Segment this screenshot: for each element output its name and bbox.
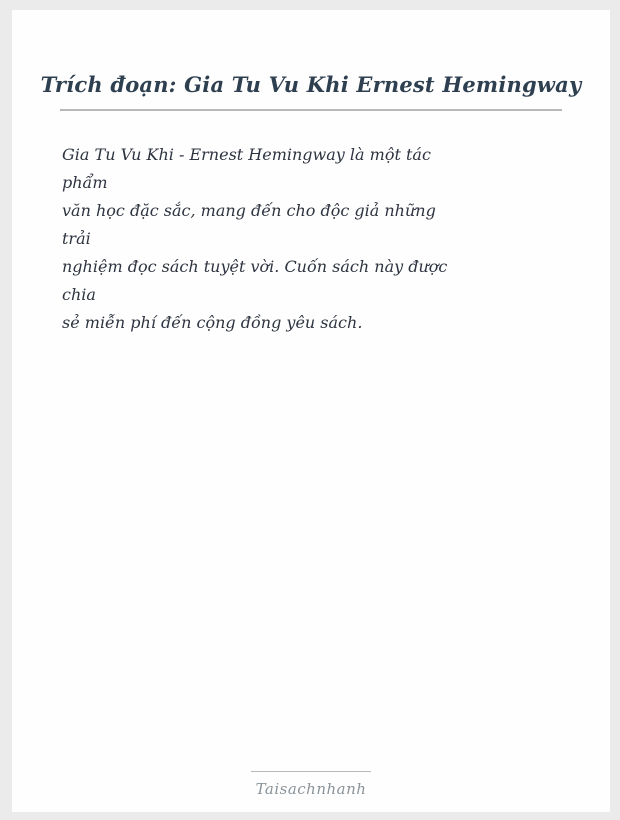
excerpt-line: phẩm: [62, 173, 108, 192]
page-footer: [12, 771, 610, 798]
page-title: Trích đoạn: Gia Tu Vu Khi Ernest Hemingway: [40, 72, 582, 97]
footer-signature: Taisachnhanh: [255, 780, 367, 798]
excerpt-line: chia: [62, 285, 96, 304]
title-divider: [60, 109, 562, 111]
excerpt-line: sẻ miễn phí đến cộng đồng yêu sách.: [62, 313, 363, 332]
excerpt-line: nghiệm đọc sách tuyệt vời. Cuốn sách này được: [62, 257, 448, 276]
excerpt-line: văn học đặc sắc, mang đến cho độc giả những: [62, 201, 436, 220]
document-sheet: [12, 10, 610, 812]
excerpt-line: Gia Tu Vu Khi - Ernest Hemingway là một tác: [62, 145, 431, 164]
excerpt-body: [12, 141, 610, 337]
footer-divider: [251, 771, 371, 772]
excerpt-line: trải: [62, 229, 91, 248]
